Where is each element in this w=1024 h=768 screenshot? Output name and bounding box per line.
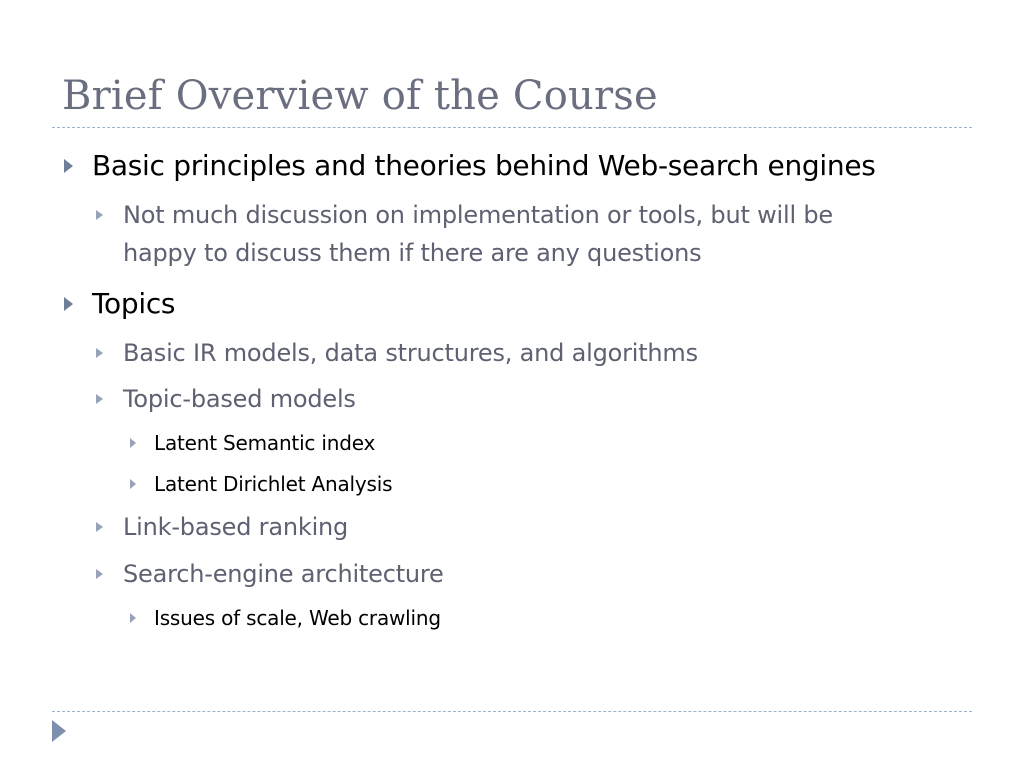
sub-bullet-text: Topic-based models bbox=[123, 385, 356, 413]
triangle-right-icon bbox=[96, 522, 103, 532]
triangle-right-icon bbox=[96, 569, 103, 579]
sub-sub-bullet-item bbox=[0, 603, 1024, 633]
sub-bullet-item bbox=[0, 380, 1024, 420]
bullet-item bbox=[0, 148, 1024, 186]
triangle-right-icon bbox=[130, 438, 136, 448]
sub-bullet-item bbox=[0, 555, 1024, 595]
bullet-text: Basic principles and theories behind Web-search engines bbox=[92, 149, 876, 182]
sub-sub-bullet-item bbox=[0, 469, 1024, 499]
triangle-right-icon bbox=[64, 297, 73, 311]
sub-bullet-text: Search-engine architecture bbox=[123, 560, 444, 588]
sub-sub-bullet-text: Latent Semantic index bbox=[154, 431, 376, 455]
sub-bullet-item bbox=[0, 196, 1024, 274]
triangle-right-icon bbox=[130, 479, 136, 489]
sub-sub-bullet-item bbox=[0, 428, 1024, 458]
sub-bullet-text: Basic IR models, data structures, and algorithms bbox=[123, 339, 698, 367]
next-slide-icon[interactable] bbox=[52, 720, 66, 742]
sub-bullet-text: Link-based ranking bbox=[123, 513, 349, 541]
triangle-right-icon bbox=[96, 394, 103, 404]
triangle-right-icon bbox=[96, 210, 103, 220]
triangle-right-icon bbox=[64, 159, 73, 173]
footer-divider bbox=[52, 711, 972, 712]
slide-title: Brief Overview of the Course bbox=[62, 73, 658, 119]
title-divider bbox=[52, 127, 972, 128]
sub-sub-bullet-text: Latent Dirichlet Analysis bbox=[154, 472, 393, 496]
sub-bullet-item bbox=[0, 334, 1024, 374]
triangle-right-icon bbox=[130, 613, 136, 623]
sub-sub-bullet-text: Issues of scale, Web crawling bbox=[154, 606, 441, 630]
bullet-item bbox=[0, 286, 1024, 324]
sub-bullet-item bbox=[0, 508, 1024, 548]
bullet-text: Topics bbox=[92, 287, 176, 320]
sub-bullet-text-line-1: Not much discussion on implementation or tools, but will be bbox=[123, 201, 833, 229]
sub-bullet-text-line-2: happy to discuss them if there are any questions bbox=[123, 239, 702, 267]
triangle-right-icon bbox=[96, 348, 103, 358]
